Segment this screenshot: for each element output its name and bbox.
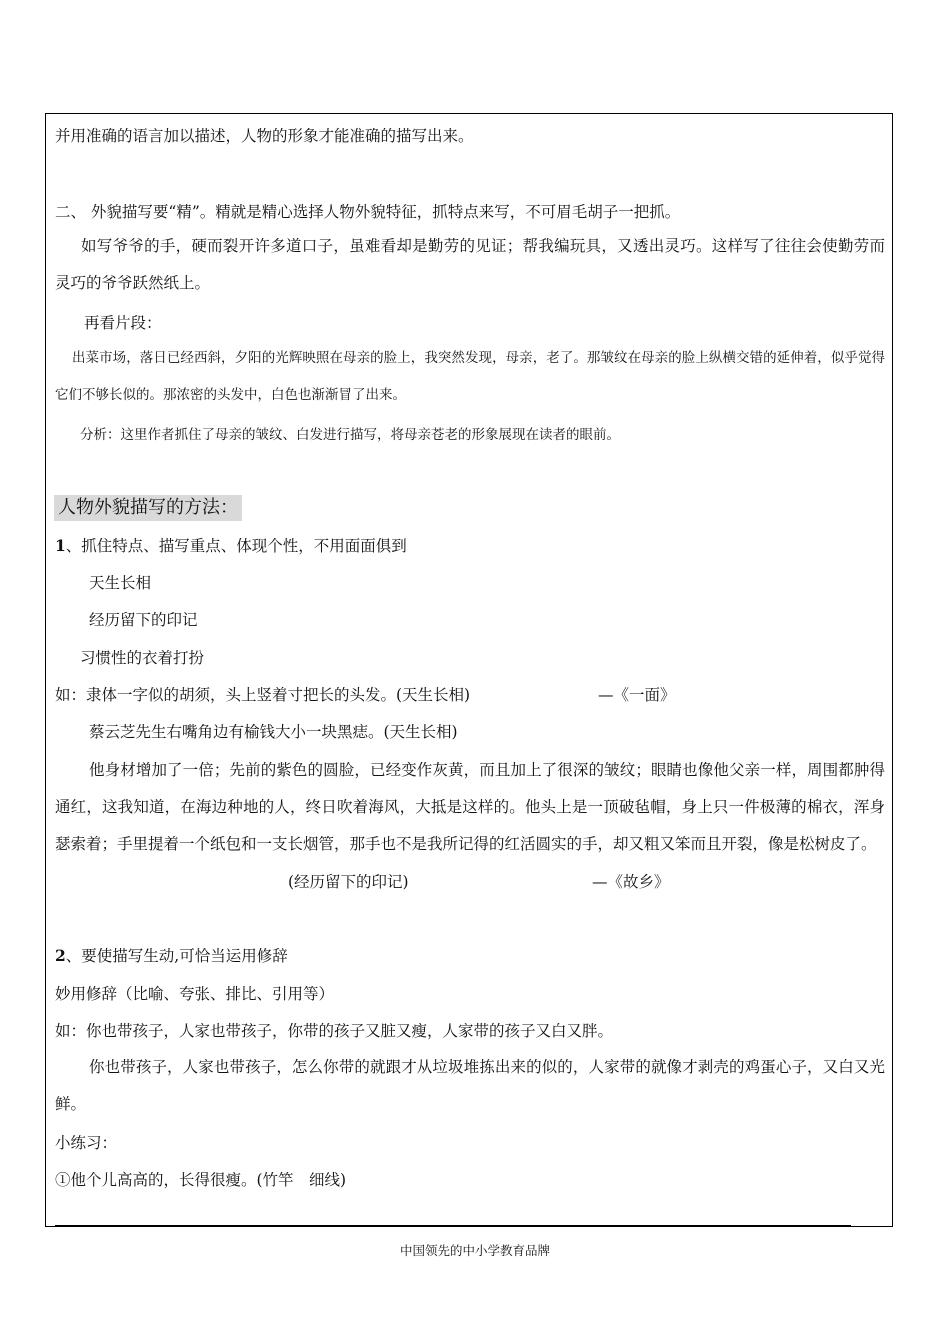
example-1-text: 如：隶体一字似的胡须，头上竖着寸把长的头发。(天生长相) — [55, 686, 471, 704]
method-2-text: 、要使描写生动,可恰当运用修辞 — [65, 947, 288, 965]
method-1-title — [55, 536, 407, 556]
intro-line: 并用准确的语言加以描述，人物的形象才能准确的描写出来。 — [55, 127, 474, 145]
example-1-source: —《一面》 — [598, 686, 676, 704]
analysis-text: 分析：这里作者抓住了母亲的皱纹、白发进行描写，将母亲苍老的形象展现在读者的眼前。 — [80, 427, 620, 443]
page-footer: 中国领先的中小学教育品牌 — [399, 1243, 550, 1258]
fragment-mother: 出菜市场，落日已经西斜，夕阳的光辉映照在母亲的脸上，我突然发现，母亲，老了。那皱纹在母亲的脸上纵横交错的延伸着，似乎觉得它们不够长似的。那浓密的头发中，白色也渐渐冒了出来。 — [55, 350, 885, 403]
methods-heading: 人物外貌描写的方法： — [54, 495, 242, 521]
example-2-text: 蔡云芝先生右嘴角边有榆钱大小一块黑痣。(天生长相) — [89, 723, 458, 741]
method-2-example-2: 你也带孩子，人家也带孩子，怎么你带的就跟才从垃圾堆拣出来的似的，人家带的就像才剥壳的鸡蛋心子，又白又光鲜。 — [55, 1058, 885, 1113]
method-1-text: 、抓住特点、描写重点、体现个性，不用面面俱到 — [65, 537, 407, 555]
heading-appearance-precise: 二、 外貌描写要“精”。精就是精心选择人物外貌特征，抓特点来写，不可眉毛胡子一把抓。 — [55, 203, 681, 221]
method-2-number: 2 — [55, 946, 66, 965]
method-1-item: 天生长相 — [89, 574, 152, 592]
paragraph-grandpa-hands: 如写爷爷的手，硬而裂开许多道口子，虽难看却是勤劳的见证；帮我编玩具，又透出灵巧。这样写了往往会使勤劳而灵巧的爷爷跃然纸上。 — [55, 237, 885, 292]
method-2-example-1: 如：你也带孩子，人家也带孩子，你带的孩子又脏又瘦，人家带的孩子又白又胖。 — [55, 1022, 614, 1040]
method-1-number: 1 — [55, 536, 66, 555]
method-2-title — [55, 946, 288, 966]
example-3-tag: (经历留下的印记) — [288, 873, 409, 891]
practice-label: 小练习： — [55, 1134, 118, 1152]
bottom-rule — [55, 1225, 851, 1226]
method-2-subtitle: 妙用修辞（比喻、夸张、排比、引用等） — [55, 985, 335, 1003]
practice-item-1: ①他个儿高高的，长得很瘦。(竹竿 细线) — [55, 1171, 347, 1189]
example-3-text: 他身材增加了一倍；先前的紫色的圆脸，已经变作灰黄，而且加上了很深的皱纹；眼睛也像他父亲一样，周围都肿得通红，这我知道，在海边种地的人，终日吹着海风，大抵是这样的。他头上是一顶破毡帽，身上只一件极薄的棉衣，浑身瑟索着；手里提着一个纸包和一支长烟管，那手也不是我所记得的红活圆实的手，却又粗又笨而且开裂，像是松树皮了。 — [55, 761, 885, 853]
method-1-item: 习惯性的衣着打扮 — [80, 649, 205, 667]
example-3-source: —《故乡》 — [592, 873, 670, 891]
method-1-item: 经历留下的印记 — [89, 611, 198, 629]
look-again-label: 再看片段： — [84, 314, 162, 332]
